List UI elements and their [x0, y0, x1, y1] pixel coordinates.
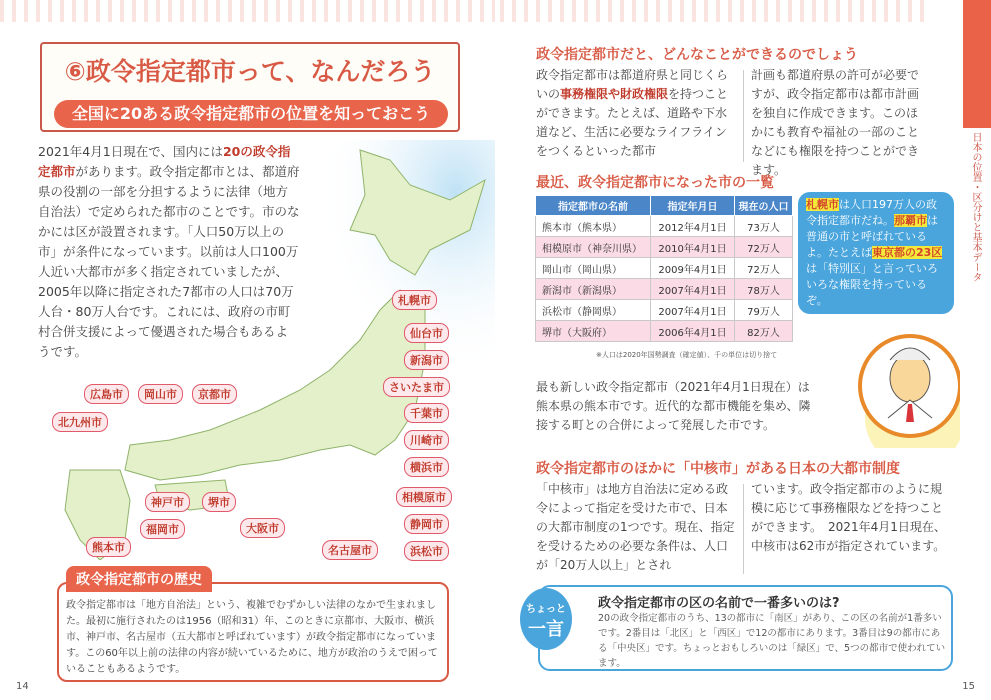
bubble-highlight: 東京都の23区 [872, 246, 943, 259]
city-label: さいたま市 [383, 377, 450, 397]
cell: 72万人 [735, 258, 793, 279]
cell: 新潟市（新潟県） [536, 279, 651, 300]
newest-city-text: 最も新しい政令指定都市（2021年4月1日現在）は熊本県の熊本市です。近代的な都市機能を集め、隣接する町との合併によって発展した市です。 [536, 380, 811, 432]
page-title: ⑥政令指定都市って、なんだろう [64, 57, 436, 86]
section-text: 「中核市」は地方自治法に定める政令によって指定を受けた市で、日本の大都市制度の1つです。現在、指定を受けるための必要な条件は、人口が「20万人以上」とされ [536, 482, 735, 572]
city-label: 千葉市 [404, 403, 449, 423]
bubble-text: は「特別区」と言っていろいろな権限を持っているぞ。 [806, 262, 938, 307]
intro-part: 2021年4月1日現在で、国内には [38, 144, 223, 159]
text-part: を持つことができます。たとえば、道路や下水道など、生活に必要なライフラインをつくるといった都市 [536, 87, 729, 158]
city-label: 大阪市 [240, 518, 285, 538]
table-row [536, 279, 793, 300]
cell: 73万人 [735, 216, 793, 237]
cell: 熊本市（熊本県） [536, 216, 651, 237]
trivia-badge [520, 588, 572, 650]
city-label: 浜松市 [404, 541, 449, 561]
city-table [535, 195, 793, 342]
city-label: 川崎市 [404, 430, 449, 450]
chapter-label: 日本の位置・区分けと基本データ [970, 132, 981, 282]
city-label: 静岡市 [404, 514, 449, 534]
city-label: 横浜市 [404, 457, 449, 477]
title-box [40, 42, 460, 132]
cell: 2007年4月1日 [651, 279, 735, 300]
text-highlight: 事務権限や財政権限 [560, 87, 669, 101]
city-label: 堺市 [202, 492, 236, 512]
speech-bubble [798, 192, 954, 314]
section-heading: 最近、政令指定都市になった市の一覧 [536, 175, 774, 191]
cell: 堺市（大阪府） [536, 321, 651, 342]
text-part: 政令指定都市は都道府県と同じくらいの [536, 68, 729, 101]
intro-highlight: 20の政令指定都市 [38, 144, 291, 179]
trivia-title: 政令指定都市の区の名前で一番多いのは? [598, 596, 840, 611]
city-label: 新潟市 [404, 350, 449, 370]
cell: 2007年4月1日 [651, 300, 735, 321]
table-row [536, 300, 793, 321]
bubble-text: は普通の市と呼ばれているよ。たとえば [806, 214, 938, 259]
page-subtitle: 全国に20ある政令指定都市の位置を知っておこう [54, 100, 448, 128]
city-label: 北九州市 [52, 412, 108, 432]
cell: 72万人 [735, 237, 793, 258]
cell: 浜松市（静岡県） [536, 300, 651, 321]
section-heading: 政令指定都市だと、どんなことができるのでしょう [536, 47, 858, 63]
cell: 相模原市（神奈川県） [536, 237, 651, 258]
bubble-text: は人口197万人の政令指定都市だね。 [806, 198, 937, 227]
intro-text [38, 142, 300, 362]
section-heading: 政令指定都市のほかに「中核市」がある日本の大都市制度 [536, 461, 900, 477]
decorative-dots [0, 0, 495, 22]
cell: 78万人 [735, 279, 793, 300]
section-text: ています。政令指定都市のように規模に応じて事務権限などを持つことができます。 2021年4月1日現在、中核市は62市が指定されています。 [751, 482, 946, 553]
city-label: 相模原市 [396, 487, 452, 507]
city-label: 福岡市 [140, 519, 185, 539]
city-label: 仙台市 [404, 323, 449, 343]
table-row [536, 237, 793, 258]
cell: 2009年4月1日 [651, 258, 735, 279]
column-divider [743, 70, 744, 162]
column-divider [743, 484, 744, 574]
page-number: 14 [16, 681, 29, 692]
table-header: 指定都市の名前 [536, 196, 651, 216]
cell: 2006年4月1日 [651, 321, 735, 342]
city-label: 札幌市 [392, 290, 437, 310]
section-text: 計画も都道府県の許可が必要ですが、政令指定都市は都市計画を独自に作成できます。このほかにも教育や福祉の一部のことなどにも権限を持つことができます。 [751, 68, 920, 177]
section-text [536, 66, 736, 161]
city-label: 熊本市 [86, 537, 131, 557]
left-page [0, 0, 495, 700]
city-label: 神戸市 [145, 492, 190, 512]
chapter-tab [963, 0, 991, 128]
intro-part: があります。政令指定都市とは、都道府県の役割の一部を分担するように法律（地方自治法）で定められた都市のことです。市のなかには区が設置されます。「人口50万以上の市」が条件になっています。以前は人口100万人近い大都市が多く指定されていましたが、2005年以降に指定された7都市の人口は70万人台・80万人台です。これには、政府の市町村合併支援によって優遇された場合もあるようです。 [38, 164, 300, 359]
history-text: 政令指定都市は「地方自治法」という、複雑でむずかしい法律のなかで生まれました。最初に施行されたのは1956（昭和31）年、このときに京都市、大阪市、横浜市、神戸市、名古屋市（五大都市と呼ばれています）が政令指定都市になっています。この60年以上前の法律の内容が続いているために、地方が政治のうえで困っていることもあるようです。 [66, 600, 438, 675]
professor-illustration [830, 318, 960, 448]
table-header: 指定年月日 [651, 196, 735, 216]
table-row [536, 216, 793, 237]
badge-text: ちょっと [526, 604, 566, 615]
bubble-highlight: 那覇市 [894, 214, 927, 227]
table-row [536, 321, 793, 342]
city-label: 名古屋市 [322, 540, 378, 560]
badge-text: 一言 [528, 619, 564, 640]
page-number: 15 [962, 681, 975, 692]
cell: 岡山市（岡山県） [536, 258, 651, 279]
history-title: 政令指定都市の歴史 [66, 566, 212, 592]
cell: 82万人 [735, 321, 793, 342]
city-label: 岡山市 [138, 384, 183, 404]
cell: 2010年4月1日 [651, 237, 735, 258]
cell: 2012年4月1日 [651, 216, 735, 237]
city-label: 広島市 [84, 384, 129, 404]
decorative-dots [500, 0, 931, 22]
table-note: ※人口は2020年国勢調査（確定値）、千の単位は切り捨て [596, 351, 778, 359]
trivia-text: 20の政令指定都市のうち、13の都市に「南区」があり、この区の名前が1番多いです。2番目は「北区」と「西区」で12の都市にあります。3番目は9の都市にある「中央区」です。ちょっとおもしろいのは「緑区」で、5つの都市で使われています。 [598, 613, 946, 669]
table-row [536, 258, 793, 279]
cell: 79万人 [735, 300, 793, 321]
table-header: 現在の人口 [735, 196, 793, 216]
city-label: 京都市 [192, 384, 237, 404]
bubble-highlight: 札幌市 [806, 198, 839, 211]
